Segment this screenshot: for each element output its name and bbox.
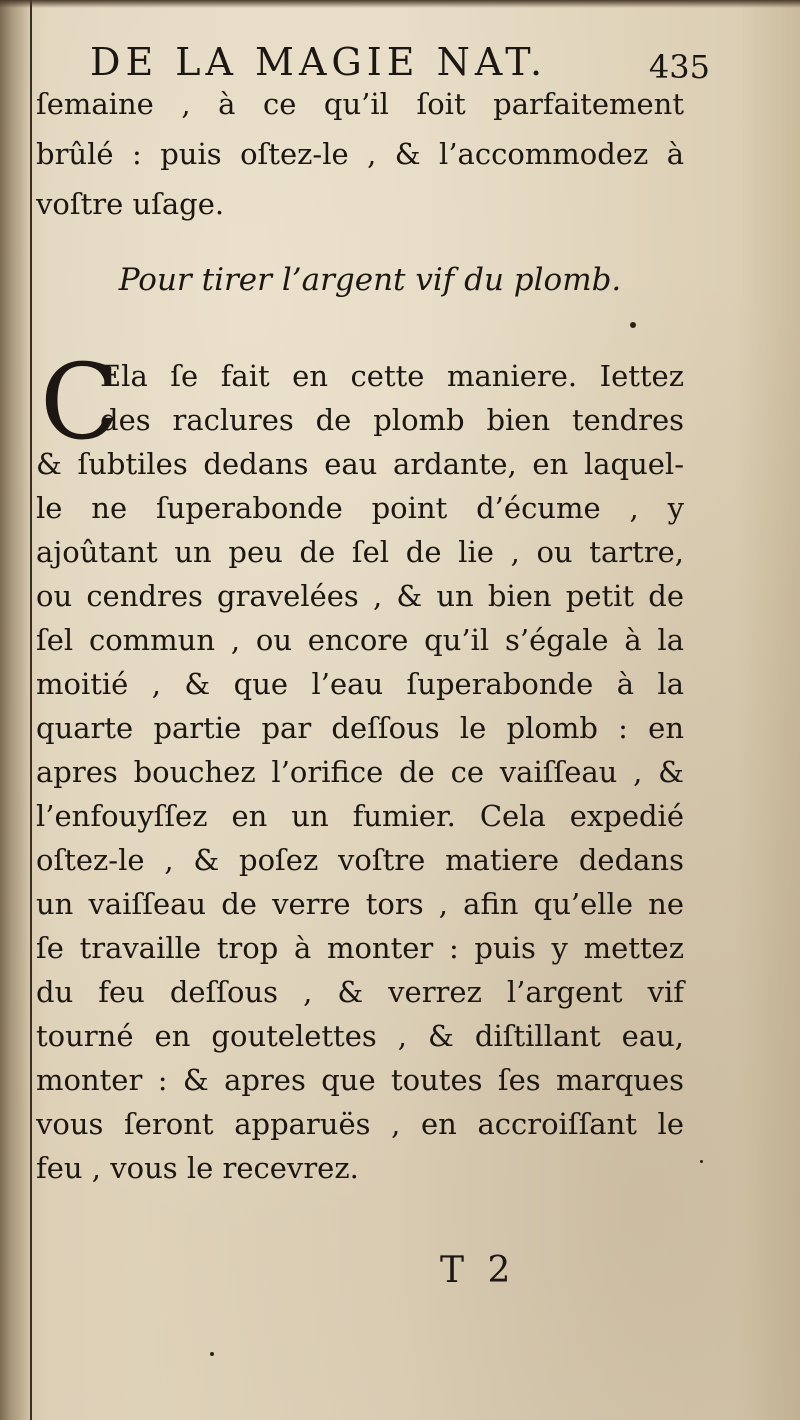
ink-speck — [630, 322, 636, 328]
text-line: voſtre uſage. — [36, 187, 225, 221]
text-line: quarte partie par deſſous le plomb : en — [36, 711, 684, 745]
text-line: oſtez-le , & poſez voſtre matiere dedans — [36, 843, 684, 877]
text-line: ſemaine , à ce qu’il ſoit parfaitement — [36, 87, 684, 121]
text-line: apres bouchez l’orifice de ce vaiſſeau , & — [36, 755, 684, 789]
text-line: ſe travaille trop à monter : puis y mettez — [36, 931, 684, 965]
page-gutter — [0, 0, 32, 1420]
ink-speck — [700, 1160, 703, 1163]
text-line: des raclures de plomb bien tendres — [100, 403, 684, 437]
binding-edge — [30, 0, 32, 1420]
page-top-edge — [0, 0, 800, 8]
text-line: feu , vous le recevrez. — [36, 1151, 359, 1185]
text-line: ſel commun , ou encore qu’il s’égale à la — [36, 623, 684, 657]
text-line: brûlé : puis oſtez-le , & l’accommodez à — [36, 137, 684, 171]
page-header — [90, 40, 710, 90]
text-line: l’enfouyſſez en un fumier. Cela expedié — [36, 799, 684, 833]
text-line: tourné en goutelettes , & diſtillant eau, — [36, 1019, 684, 1053]
text-line: Ela ſe fait en cette maniere. Iettez — [100, 359, 684, 393]
text-line: moitié , & que l’eau ſuperabonde à la — [36, 667, 684, 701]
drop-capital: C — [40, 341, 120, 463]
signature-mark: T 2 — [440, 1250, 517, 1291]
text-line: ajoûtant un peu de ſel de lie , ou tartre, — [36, 535, 684, 569]
text-line: un vaiſſeau de verre tors , afin qu’elle ne — [36, 887, 684, 921]
page-number: 435 — [648, 48, 710, 86]
text-line: monter : & apres que toutes ſes marques — [36, 1063, 684, 1097]
running-head: DE LA MAGIE NAT. — [90, 40, 548, 84]
ink-speck — [210, 1352, 214, 1356]
text-line: le ne ſuperabonde point d’écume , y — [36, 491, 684, 525]
text-line: du feu deſſous , & verrez l’argent vif — [36, 975, 684, 1009]
text-line: & ſubtiles dedans eau ardante, en laquel- — [36, 447, 684, 481]
text-line: ou cendres gravelées , & un bien petit de — [36, 579, 684, 613]
section-heading: Pour tirer l’argent vif du plomb. — [118, 262, 622, 298]
text-line: vous ſeront apparuës , en accroiſſant le — [36, 1107, 684, 1141]
